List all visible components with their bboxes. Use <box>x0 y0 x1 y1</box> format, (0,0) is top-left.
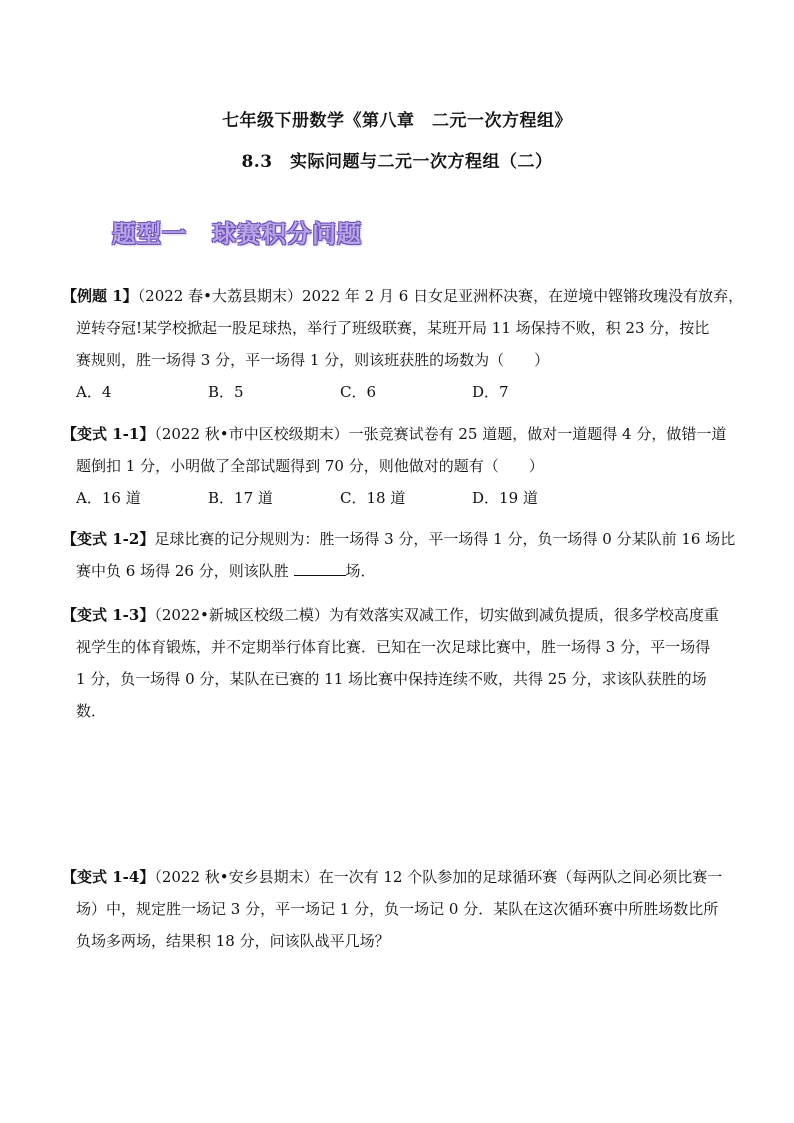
question-text: 逆转夺冠!某学校掀起一股足球热，举行了班级联赛，某班开局 11 场保持不败，积 23 分，按比 <box>76 319 710 337</box>
question-text: （2022 秋•安乡县期末）在一次有 12 个队参加的足球循环赛（每两队之间必须比赛一 <box>154 868 723 886</box>
question-tag: 【例题 1】 <box>62 287 138 305</box>
question-text: （2022 春•大荔县期末）2022 年 2 月 6 日女足亚洲杯决赛，在逆境中铿锵玫瑰没有放弃， <box>137 287 744 305</box>
question-text: （2022•新城区校级二模）为有效落实双减工作，切实做到减负提质，很多学校高度重 <box>154 606 719 624</box>
question-tag: 【变式 1-2】 <box>62 530 155 548</box>
answer-options <box>62 376 752 408</box>
answer-blank[interactable] <box>294 561 346 576</box>
question-example-1 <box>62 280 752 408</box>
question-text: 1 分，负一场得 0 分，某队在已赛的 11 场比赛中保持连续不败，共得 25 分，求该队获胜的场 <box>76 670 707 688</box>
question-text: 场． <box>345 562 376 580</box>
question-text: 数． <box>76 702 107 720</box>
option-b: B．17 道 <box>208 489 273 507</box>
question-line <box>62 555 752 587</box>
document-subtitle: 8.3 实际问题与二元一次方程组（二） <box>241 152 553 172</box>
question-text: （2022 秋•市中区校级期末）一张竞赛试卷有 25 道题，做对一道题得 4 分，做错一道 <box>154 425 727 443</box>
question-variant-1-2 <box>62 523 752 587</box>
question-text: 负场多两场，结果积 18 分，问该队战平几场？ <box>76 932 390 950</box>
question-text: 足球比赛的记分规则为：胜一场得 3 分，平一场得 1 分，负一场得 0 分某队前 16 场比 <box>154 530 736 548</box>
option-a: A．16 道 <box>76 489 141 507</box>
question-variant-1-4 <box>62 861 752 957</box>
question-variant-1-3 <box>62 599 752 727</box>
answer-options <box>62 482 752 514</box>
question-text: 赛中负 6 场得 26 分，则该队胜 <box>76 562 289 580</box>
question-text: 视学生的体育锻炼，并不定期举行体育比赛．已知在一次足球比赛中，胜一场得 3 分，平一场得 <box>76 638 711 656</box>
question-text: 场）中，规定胜一场记 3 分，平一场记 1 分，负一场记 0 分．某队在这次循环赛中所胜场数比所 <box>76 900 719 918</box>
question-tag: 【变式 1-4】 <box>62 868 155 886</box>
option-c: C．18 道 <box>340 489 406 507</box>
question-line <box>62 599 752 631</box>
question-tag: 【变式 1-3】 <box>62 606 155 624</box>
option-a: A．4 <box>76 383 112 401</box>
section-heading: 题型一 球赛积分问题 <box>112 219 362 248</box>
question-line <box>62 280 752 312</box>
question-tag: 【变式 1-1】 <box>62 425 155 443</box>
document-title: 七年级下册数学《第八章 二元一次方程组》 <box>222 111 572 131</box>
option-c: C．6 <box>340 383 377 401</box>
question-line <box>62 523 752 555</box>
option-d: D．19 道 <box>472 489 538 507</box>
option-d: D．7 <box>472 383 509 401</box>
question-text: 赛规则，胜一场得 3 分，平一场得 1 分，则该班获胜的场数为（ ） <box>76 351 550 369</box>
question-line <box>62 418 752 450</box>
option-b: B．5 <box>208 383 244 401</box>
question-line <box>62 861 752 893</box>
question-text: 题倒扣 1 分，小明做了全部试题得到 70 分，则他做对的题有（ ） <box>76 457 544 475</box>
question-variant-1-1 <box>62 418 752 514</box>
